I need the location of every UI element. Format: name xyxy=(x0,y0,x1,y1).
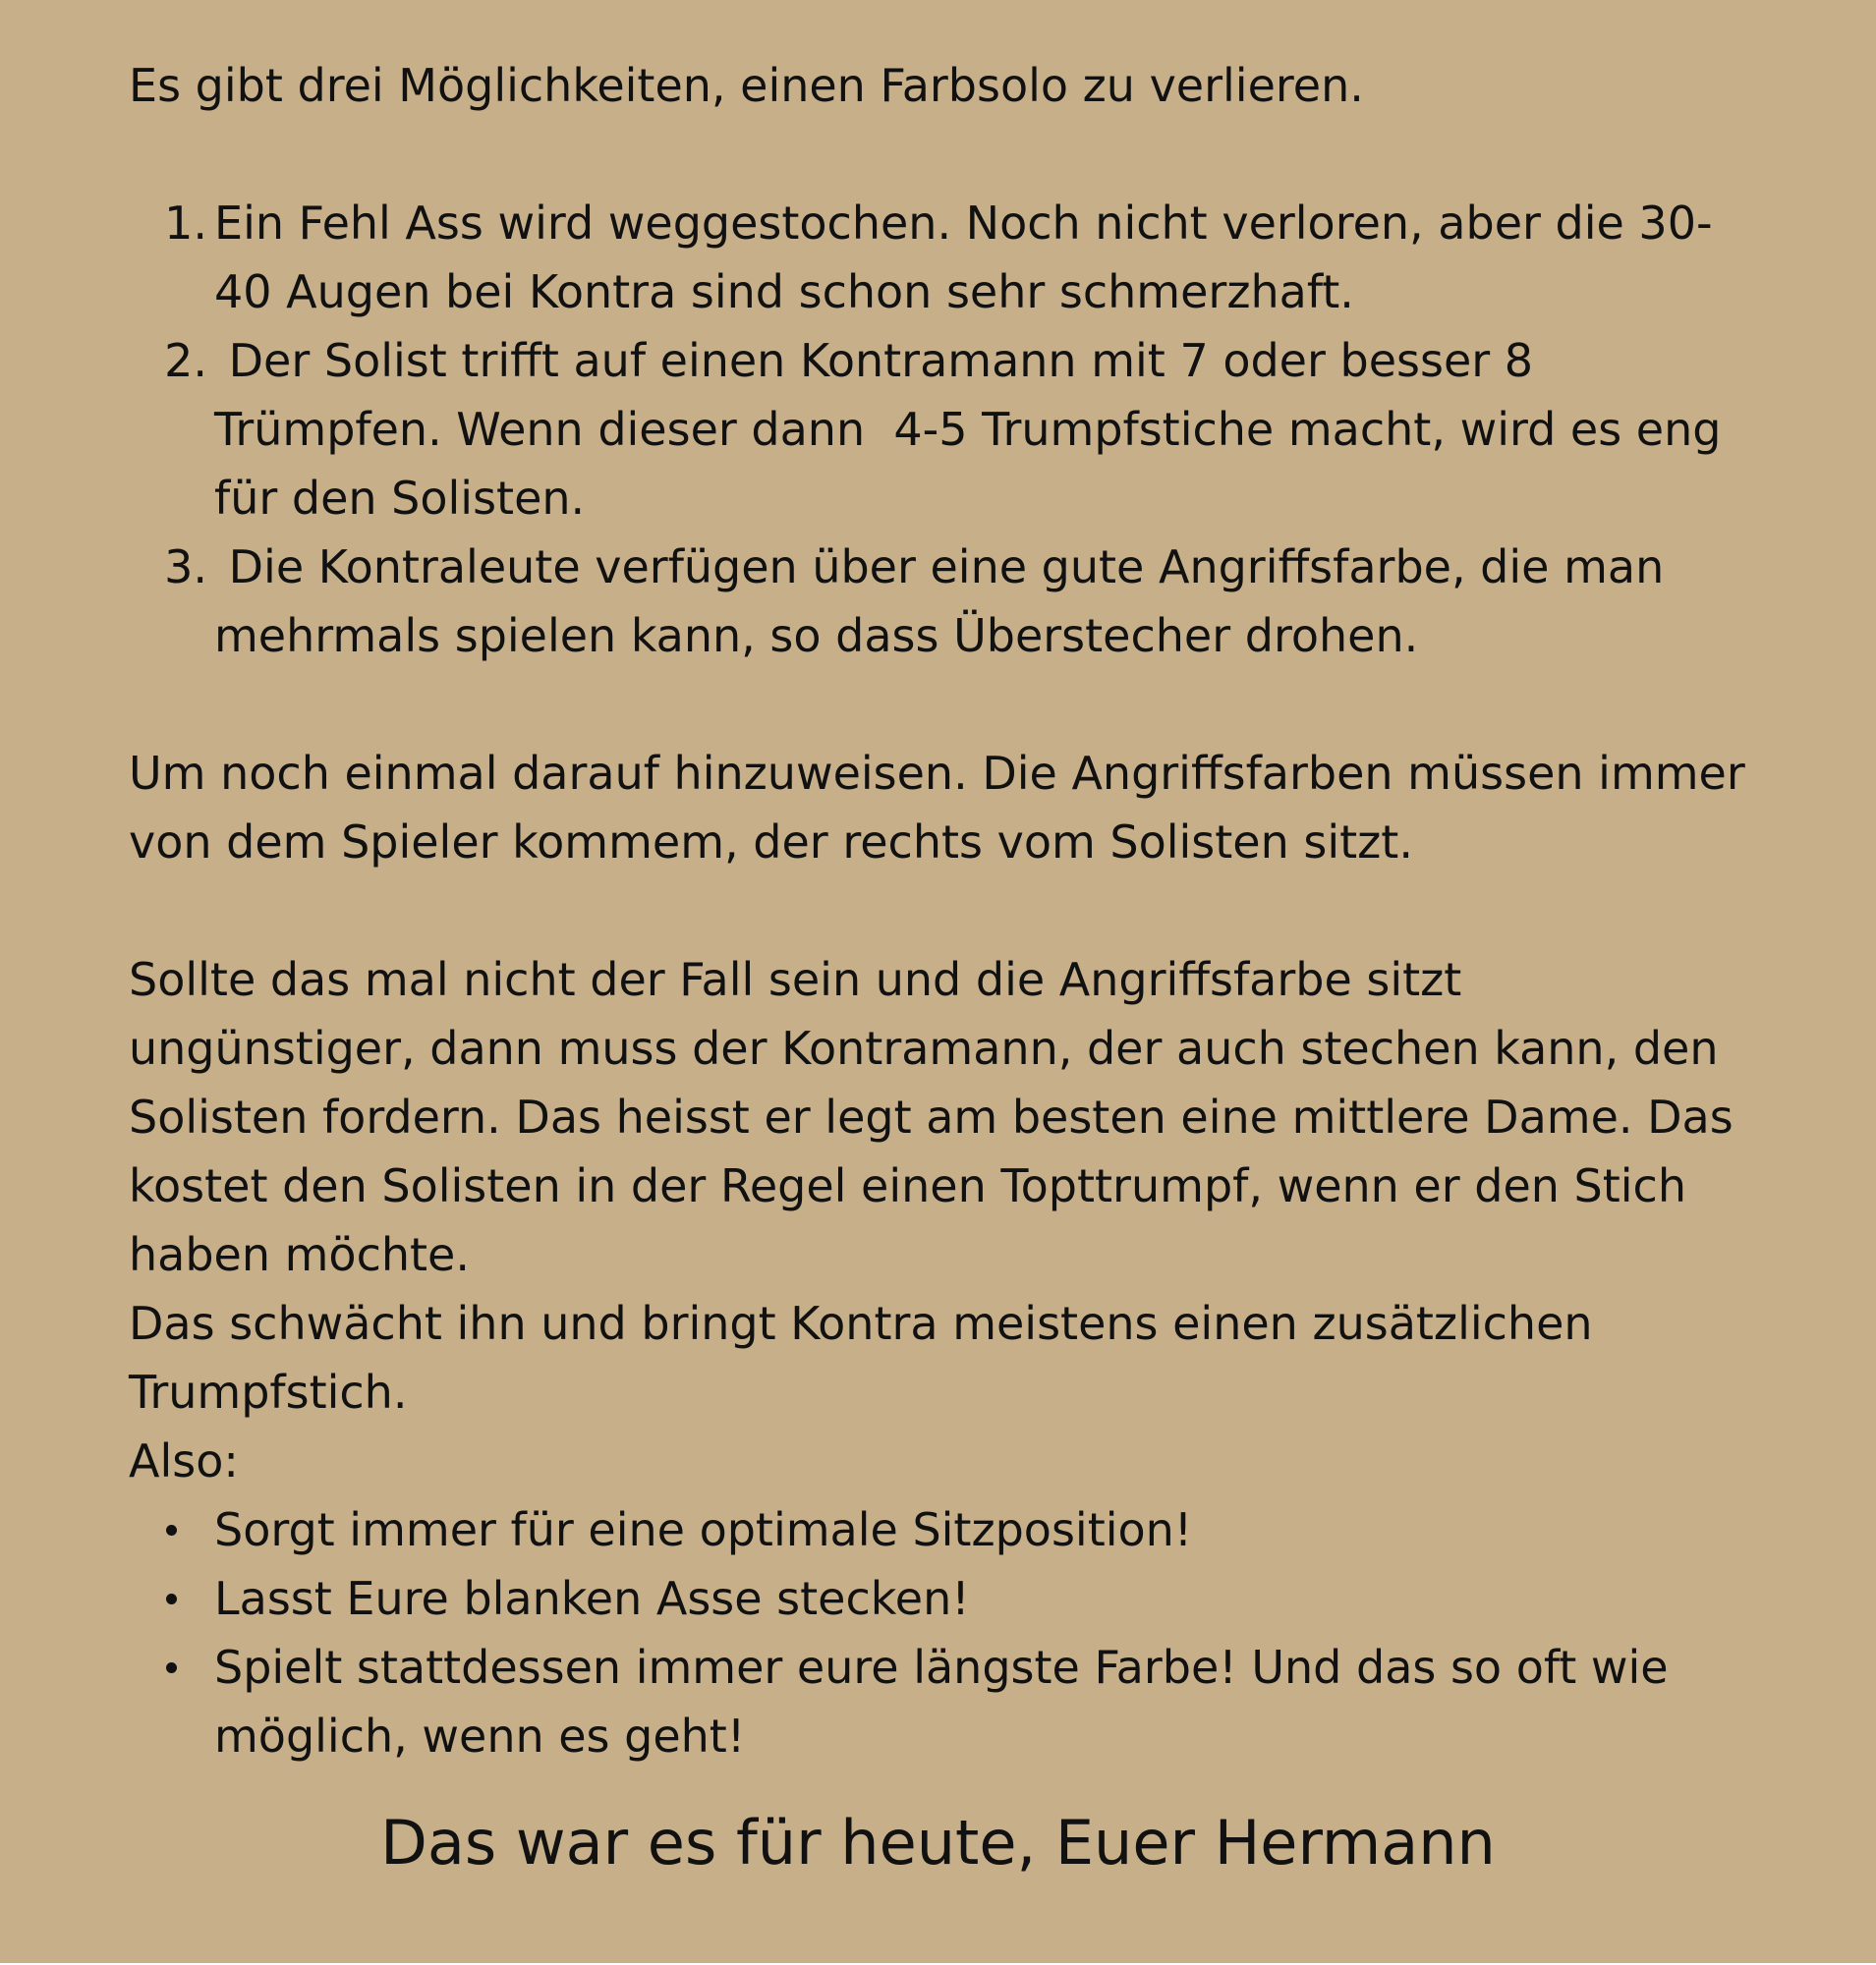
bullet-list-item xyxy=(129,1564,1747,1633)
bullet-item-text: Sorgt immer für eine optimale Sitzposition! xyxy=(214,1503,1193,1556)
attack-color-paragraph: Um noch einmal darauf hinzuweisen. Die Angriffsfarben müssen immer von dem Spieler kommem, der rechts vom Solisten sitzt. xyxy=(129,747,1745,869)
trump-trick-paragraph: Das schwächt ihn und bringt Kontra meistens einen zusätzlichen Trumpfstich. xyxy=(129,1297,1593,1419)
bullet-list xyxy=(129,1495,1747,1770)
strategy-paragraph: Sollte das mal nicht der Fall sein und die Angriffsfarbe sitzt ungünstiger, dann muss der Kontramann, der auch stechen kann, den Solisten fordern. Das heisst er legt am besten eine mittlere Dame. Das kostet den Solisten in der Regel einen Topttrumpf, wenn er den Stich haben möchte. xyxy=(129,953,1734,1281)
list-item-text: Die Kontraleute verfügen über eine gute Angriffsfarbe, die man mehrmals spielen kann, so dass Überstecher drohen. xyxy=(214,540,1678,662)
bullet-item-text: Lasst Eure blanken Asse stecken! xyxy=(214,1572,970,1625)
list-number: 2. xyxy=(164,334,207,387)
list-item-text: Der Solist trifft auf einen Kontramann mit 7 oder besser 8 Trümpfen. Wenn dieser dann 4-5 Trumpfstiche macht, wird es eng für den Solisten. xyxy=(214,334,1736,525)
bullet-list-item xyxy=(129,1495,1747,1564)
numbered-list xyxy=(129,189,1747,670)
bullet-item-text: Spielt stattdessen immer eure längste Farbe! Und das so oft wie möglich, wenn es geht! xyxy=(214,1641,1683,1763)
list-number: 1. xyxy=(164,196,207,250)
list-number: 3. xyxy=(164,540,207,593)
sign-off: Das war es für heute, Euer Hermann xyxy=(380,1807,1496,1879)
list-item-text: Ein Fehl Ass wird weggestochen. Noch nicht verloren, aber die 30-40 Augen bei Kontra sind schon sehr schmerzhaft. xyxy=(214,196,1713,318)
numbered-list-item xyxy=(129,189,1747,326)
paragraph-spacer xyxy=(129,670,1747,739)
numbered-list-item xyxy=(129,533,1747,670)
intro-paragraph: Es gibt drei Möglichkeiten, einen Farbsolo zu verlieren. xyxy=(129,59,1364,112)
bullet-list-item xyxy=(129,1633,1747,1770)
paragraph-spacer xyxy=(129,120,1747,189)
also-label: Also: xyxy=(129,1434,239,1488)
paragraph-spacer xyxy=(129,876,1747,945)
numbered-list-item xyxy=(129,326,1747,533)
